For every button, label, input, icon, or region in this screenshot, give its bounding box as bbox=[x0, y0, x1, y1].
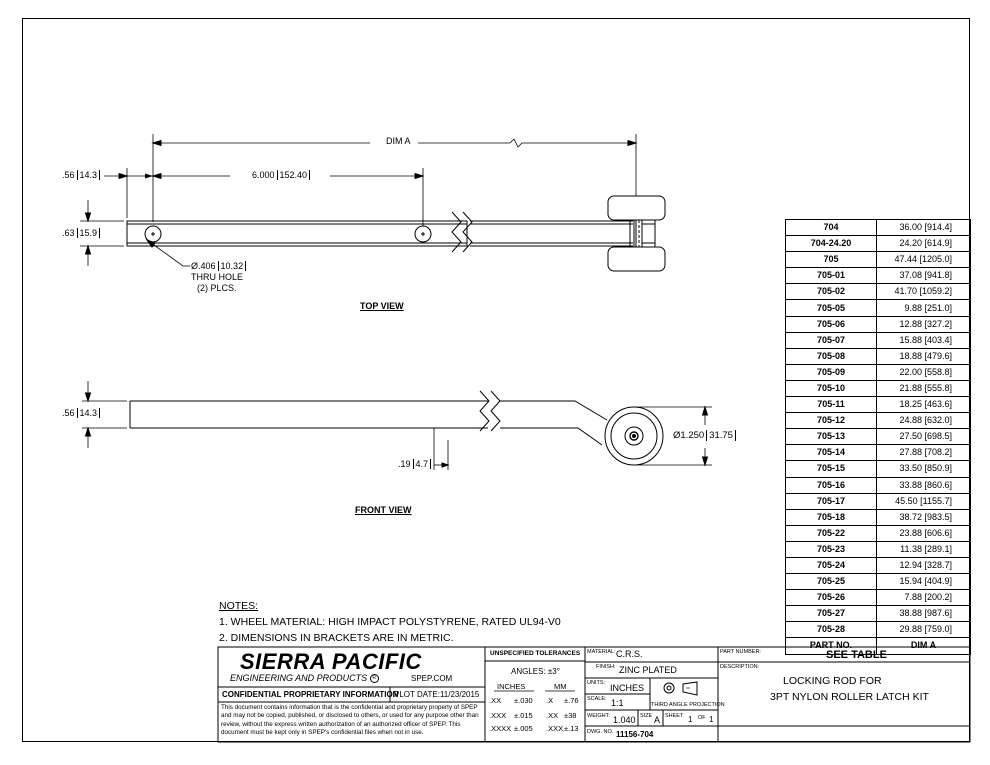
note-2: 2. DIMENSIONS IN BRACKETS ARE IN METRIC. bbox=[219, 632, 454, 644]
tol-mm-fmt: .XXX bbox=[546, 724, 564, 733]
table-row bbox=[786, 316, 971, 332]
sheet-value: 1 bbox=[688, 715, 693, 724]
description-label: DESCRIPTION: bbox=[720, 664, 760, 670]
dim-a-cell: 24.20 [614.9] bbox=[877, 236, 971, 252]
part-number-label: PART NUMBER: bbox=[720, 649, 761, 655]
finish-label: FINISH: bbox=[596, 664, 616, 670]
table-row bbox=[786, 397, 971, 413]
table-row bbox=[786, 445, 971, 461]
dim-a-cell: 9.88 [251.0] bbox=[877, 300, 971, 316]
notes bbox=[219, 598, 561, 646]
edge-to-hole-dim: .56 14.3 bbox=[62, 170, 100, 180]
confidential-label: CONFIDENTIAL PROPRIETARY INFORMATION bbox=[222, 690, 399, 699]
dim-a-cell: 27.88 [708.2] bbox=[877, 445, 971, 461]
dim-a-cell: 38.72 [983.5] bbox=[877, 509, 971, 525]
dim-a-cell: 41.70 [1059.2] bbox=[877, 284, 971, 300]
table-row bbox=[786, 493, 971, 509]
of-value: 1 bbox=[709, 715, 714, 724]
part-no-cell: 705-25 bbox=[786, 574, 877, 590]
company-name: SIERRA PACIFIC bbox=[240, 649, 422, 674]
projection-label: THIRD ANGLE PROJECTION bbox=[651, 702, 725, 708]
table-row bbox=[786, 220, 971, 236]
dim-a-cell: 38.88 [987.6] bbox=[877, 606, 971, 622]
tol-in-fmt: .XXXX bbox=[489, 724, 512, 733]
tol-mm-tol: ±38 bbox=[564, 711, 577, 720]
size-label: SIZE bbox=[640, 713, 653, 719]
table-row bbox=[786, 332, 971, 348]
tol-title: UNSPECIFIED TOLERANCES bbox=[490, 650, 581, 657]
plot-date: PLOT DATE:11/23/2015 bbox=[394, 690, 480, 699]
hole-spacing-dim: 6.000 152.40 bbox=[252, 170, 310, 180]
description-line-2: 3PT NYLON ROLLER LATCH KIT bbox=[770, 691, 929, 703]
dwg-label: DWG. NO. bbox=[587, 729, 614, 735]
table-row bbox=[786, 364, 971, 380]
material-label: MATERIAL: bbox=[587, 649, 616, 655]
part-no-cell: 705-13 bbox=[786, 429, 877, 445]
dim-a-cell: 18.25 [463.6] bbox=[877, 397, 971, 413]
table-row bbox=[786, 429, 971, 445]
dim-a-cell: 33.50 [850.9] bbox=[877, 461, 971, 477]
table-row bbox=[786, 557, 971, 573]
sheet-label: SHEET bbox=[665, 713, 684, 719]
tol-mm-tol: ±.13 bbox=[564, 724, 579, 733]
part-no-cell: 705-11 bbox=[786, 397, 877, 413]
part-no-cell: 705-23 bbox=[786, 541, 877, 557]
table-row bbox=[786, 268, 971, 284]
dim-a-cell: 36.00 [914.4] bbox=[877, 220, 971, 236]
table-row bbox=[786, 477, 971, 493]
part-no-cell: 705-16 bbox=[786, 477, 877, 493]
part-no-cell: 705-01 bbox=[786, 268, 877, 284]
tol-mm-fmt: .X bbox=[546, 696, 554, 705]
width-top-dim: .63 15.9 bbox=[62, 228, 100, 238]
of-label: OF bbox=[698, 715, 706, 721]
table-row bbox=[786, 541, 971, 557]
part-number-value: SEE TABLE bbox=[826, 649, 887, 661]
front-view-label: FRONT VIEW bbox=[355, 505, 412, 515]
dim-a-cell: 12.94 [328.7] bbox=[877, 557, 971, 573]
header-part-no: PART NO. bbox=[786, 638, 877, 654]
part-no-cell: 704 bbox=[786, 220, 877, 236]
dim-a-cell: 21.88 [555.8] bbox=[877, 380, 971, 396]
dim-a-cell: 23.88 [606.6] bbox=[877, 525, 971, 541]
part-no-cell: 705-24 bbox=[786, 557, 877, 573]
top-view-bar bbox=[127, 221, 467, 246]
dim-a-cell: 22.00 [558.8] bbox=[877, 364, 971, 380]
tol-in-tol: ±.030 bbox=[514, 696, 533, 705]
part-no-cell: 705-02 bbox=[786, 284, 877, 300]
dim-a-cell: 7.88 [200.2] bbox=[877, 590, 971, 606]
top-view-label: TOP VIEW bbox=[360, 301, 404, 311]
part-no-cell: 705-15 bbox=[786, 461, 877, 477]
dim-a-cell: 11.38 [289.1] bbox=[877, 541, 971, 557]
dim-a-cell: 15.88 [403.4] bbox=[877, 332, 971, 348]
part-no-cell: 705-08 bbox=[786, 348, 877, 364]
dim-a-cell: 45.50 [1155.7] bbox=[877, 493, 971, 509]
dwg-value: 11156-704 bbox=[616, 730, 654, 739]
tol-in-fmt: .XX bbox=[489, 696, 502, 705]
table-row bbox=[786, 525, 971, 541]
dim-a-cell: 18.88 [479.6] bbox=[877, 348, 971, 364]
table-row bbox=[786, 622, 971, 638]
part-no-cell: 705 bbox=[786, 252, 877, 268]
part-no-cell: 705-28 bbox=[786, 622, 877, 638]
dim-a-cell: 15.94 [404.9] bbox=[877, 574, 971, 590]
confidential-text: This document contains information that is the confidential and proprietary property of SPEP and may not be copied, published, or disclosed to others, or used for any purpose other than review, without the express written authorization of an authorized officer of SPEP. This document must be kept only in SPEP's confidential files when not in use. bbox=[221, 704, 479, 736]
part-no-cell: 705-09 bbox=[786, 364, 877, 380]
notes-title: NOTES: bbox=[219, 600, 259, 612]
table-row bbox=[786, 252, 971, 268]
part-no-cell: 705-10 bbox=[786, 380, 877, 396]
units-label: UNITS: bbox=[587, 680, 606, 686]
tol-in-fmt: .XXX bbox=[489, 711, 507, 720]
scale-label: SCALE: bbox=[587, 696, 607, 702]
dim-table bbox=[785, 219, 971, 655]
hole-callout: Ø.406 10.32 THRU HOLE (2) PLCS. bbox=[191, 261, 246, 294]
table-row bbox=[786, 413, 971, 429]
tol-angles: ANGLES: ±3° bbox=[511, 667, 560, 676]
tol-inches-head: INCHES bbox=[497, 682, 526, 691]
units-value: INCHES bbox=[610, 683, 645, 693]
part-no-cell: 705-07 bbox=[786, 332, 877, 348]
offset-front-dim: .19 4.7 bbox=[398, 459, 431, 469]
dim-a-cell: 37.08 [941.8] bbox=[877, 268, 971, 284]
material-value: C.R.S. bbox=[616, 649, 643, 659]
part-no-cell: 704-24.20 bbox=[786, 236, 877, 252]
table-row bbox=[786, 574, 971, 590]
website: SPEP.COM bbox=[411, 674, 453, 683]
dim-a-cell: 27.50 [698.5] bbox=[877, 429, 971, 445]
part-no-cell: 705-17 bbox=[786, 493, 877, 509]
note-1: 1. WHEEL MATERIAL: HIGH IMPACT POLYSTYRENE, RATED UL94-V0 bbox=[219, 616, 561, 628]
tol-in-tol: ±.005 bbox=[514, 724, 533, 733]
part-no-cell: 705-14 bbox=[786, 445, 877, 461]
tol-mm-fmt: .XX bbox=[546, 711, 559, 720]
scale-value: 1:1 bbox=[611, 698, 624, 708]
wheel-dia-dim: Ø1.250 31.75 bbox=[673, 430, 736, 441]
table-row bbox=[786, 348, 971, 364]
part-no-cell: 705-18 bbox=[786, 509, 877, 525]
tol-mm-head: MM bbox=[554, 682, 567, 691]
weight-label: WEIGHT: bbox=[587, 713, 610, 719]
dim-a-cell: 33.88 [860.6] bbox=[877, 477, 971, 493]
size-value: A bbox=[654, 715, 661, 725]
header-dim-a: DIM A bbox=[877, 638, 971, 654]
part-no-cell: 705-27 bbox=[786, 606, 877, 622]
table-row bbox=[786, 590, 971, 606]
table-row bbox=[786, 461, 971, 477]
height-front-dim: .56 14.3 bbox=[62, 408, 100, 418]
dim-a-label: DIM A bbox=[383, 136, 414, 146]
dim-a-cell: 12.88 [327.2] bbox=[877, 316, 971, 332]
weight-value: 1.040 bbox=[613, 715, 636, 725]
dim-a-cell: 24.88 [632.0] bbox=[877, 413, 971, 429]
table-row bbox=[786, 236, 971, 252]
finish-value: ZINC PLATED bbox=[619, 665, 677, 675]
part-no-cell: 705-05 bbox=[786, 300, 877, 316]
dim-a-cell: 29.88 [759.0] bbox=[877, 622, 971, 638]
tol-in-tol: ±.015 bbox=[514, 711, 533, 720]
company-sub: ENGINEERING AND PRODUCTS R bbox=[230, 673, 379, 683]
wheel-top bbox=[608, 196, 665, 220]
table-row bbox=[786, 300, 971, 316]
table-row bbox=[786, 284, 971, 300]
dim-a-cell: 47.44 [1205.0] bbox=[877, 252, 971, 268]
part-no-cell: 705-22 bbox=[786, 525, 877, 541]
part-no-cell: 705-12 bbox=[786, 413, 877, 429]
table-row bbox=[786, 380, 971, 396]
description-line-1: LOCKING ROD FOR bbox=[783, 675, 882, 687]
table-row bbox=[786, 509, 971, 525]
table-row bbox=[786, 606, 971, 622]
part-no-cell: 705-06 bbox=[786, 316, 877, 332]
part-no-cell: 705-26 bbox=[786, 590, 877, 606]
tol-mm-tol: ±.76 bbox=[564, 696, 579, 705]
wheel-bottom bbox=[608, 247, 665, 271]
